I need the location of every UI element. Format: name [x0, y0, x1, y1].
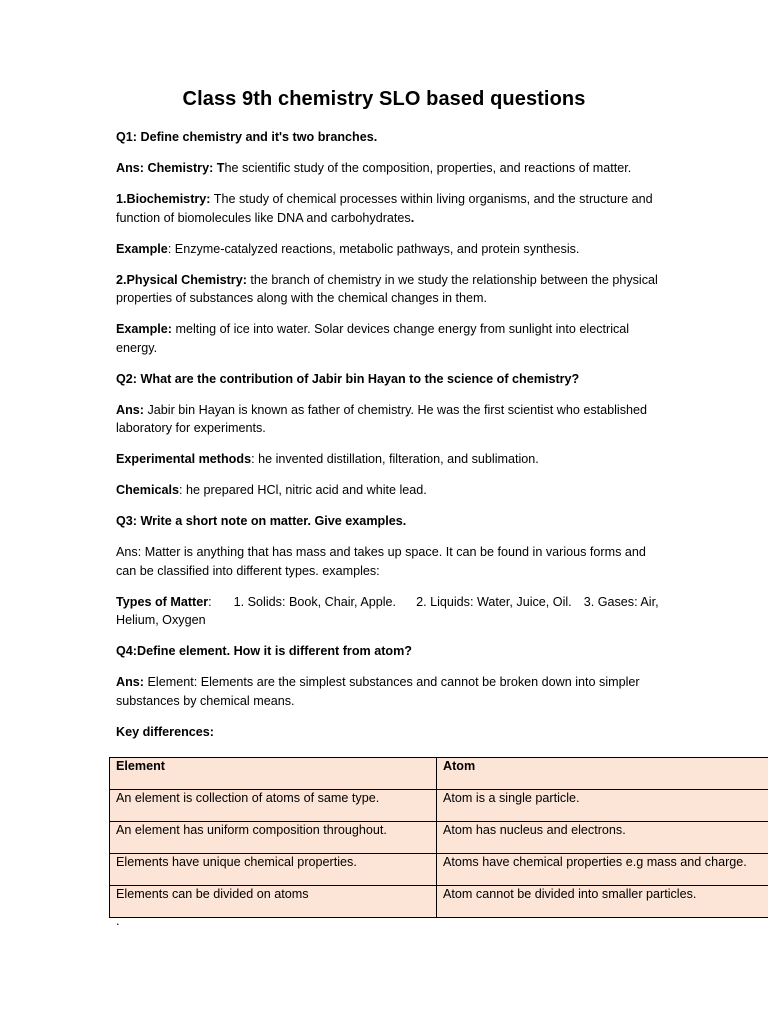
physical-chemistry-label: 2.Physical Chemistry:: [116, 272, 247, 287]
example-1-label: Example: [116, 241, 168, 256]
types-of-matter-paragraph: [116, 593, 661, 630]
chemicals-label: Chemicals: [116, 483, 179, 497]
biochemistry-text: The study of chemical processes within living organisms, and the structure and function of biomolecules like DNA and carbohydrates: [116, 192, 653, 225]
page-title: Class 9th chemistry SLO based questions: [182, 88, 586, 110]
table-header-row: [110, 758, 768, 790]
q1-answer-label: Ans: Chemistry:: [116, 161, 214, 175]
q2-question: Q2: What are the contribution of Jabir bin Hayan to the science of chemistry?: [116, 371, 580, 386]
q1-answer-first-letter: T: [213, 161, 225, 175]
example-1-paragraph: [116, 240, 661, 259]
matter-liquids: 2. Liquids: Water, Juice, Oil.: [416, 594, 572, 609]
biochemistry-end: .: [410, 210, 415, 225]
matter-solids: 1. Solids: Book, Chair, Apple.: [233, 594, 397, 609]
q1-question: Q1: Define chemistry and it's two branches.: [116, 130, 378, 144]
chemicals-paragraph: [116, 481, 661, 500]
table-cell: Atom cannot be divided into smaller particles.: [437, 886, 768, 918]
q1-answer-text: he scientific study of the composition, properties, and reactions of matter.: [224, 161, 632, 175]
physical-chemistry-paragraph: [116, 271, 661, 308]
q3-question: Q3: Write a short note on matter. Give examples.: [116, 514, 407, 528]
table-row: [110, 822, 768, 854]
table-cell: An element is collection of atoms of same type.: [110, 790, 437, 822]
table-row: [110, 854, 768, 886]
example-2-paragraph: [116, 320, 661, 357]
example-2-label: Example:: [116, 322, 172, 336]
table-cell: Atoms have chemical properties e.g mass and charge.: [437, 854, 768, 886]
element-atom-differences-table: [109, 757, 768, 918]
biochemistry-label: 1.Biochemistry:: [116, 192, 211, 206]
table-cell: An element has uniform composition throughout.: [110, 822, 437, 854]
physical-chemistry-text: the branch of chemistry in we study the relationship between the physical properties of substances along with the chemical changes in them.: [116, 272, 658, 305]
biochemistry-paragraph: [116, 190, 661, 227]
q4-question: Q4:Define element. How it is different from atom?: [116, 644, 412, 658]
types-of-matter-label: Types of Matter: [116, 594, 209, 609]
q4-answer-text: Element: Elements are the simplest substances and cannot be broken down into simpler substances by chemical means.: [116, 675, 640, 708]
experimental-methods-text: : he invented distillation, filteration, and sublimation.: [251, 452, 539, 466]
table-cell: Atom is a single particle.: [437, 790, 768, 822]
table-cell: Atom has nucleus and electrons.: [437, 822, 768, 854]
q4-answer-label: Ans:: [116, 675, 144, 689]
key-differences-heading: Key differences:: [116, 724, 214, 739]
trailing-dot: .: [116, 914, 120, 928]
q3-answer: Ans: Matter is anything that has mass and takes up space. It can be found in various forms and can be classified into different types. examples:: [116, 545, 646, 578]
document-body: [116, 128, 661, 754]
table-header-element: Element: [110, 758, 437, 790]
q4-answer: [116, 673, 661, 710]
matter-gases: 3. Gases: Air, Helium, Oxygen: [116, 594, 659, 627]
table-header-atom: Atom: [437, 758, 768, 790]
table-cell: Elements have unique chemical properties.: [110, 854, 437, 886]
experimental-methods-label: Experimental methods: [116, 452, 252, 466]
experimental-methods-paragraph: [116, 450, 661, 469]
types-of-matter-colon: :: [208, 594, 212, 609]
q2-answer-text: Jabir bin Hayan is known as father of chemistry. He was the first scientist who established laboratory for experiments.: [116, 402, 648, 435]
table-row: [110, 790, 768, 822]
q1-answer: [116, 159, 661, 178]
example-2-text: melting of ice into water. Solar devices change energy from sunlight into electrical energy.: [116, 322, 630, 355]
example-1-text: : Enzyme-catalyzed reactions, metabolic pathways, and protein synthesis.: [167, 241, 580, 256]
q2-answer-label: Ans:: [116, 402, 144, 417]
table-row: [110, 886, 768, 918]
table-cell: Elements can be divided on atoms: [110, 886, 437, 918]
chemicals-text: : he prepared HCl, nitric acid and white lead.: [179, 483, 427, 497]
q2-answer: [116, 401, 661, 438]
